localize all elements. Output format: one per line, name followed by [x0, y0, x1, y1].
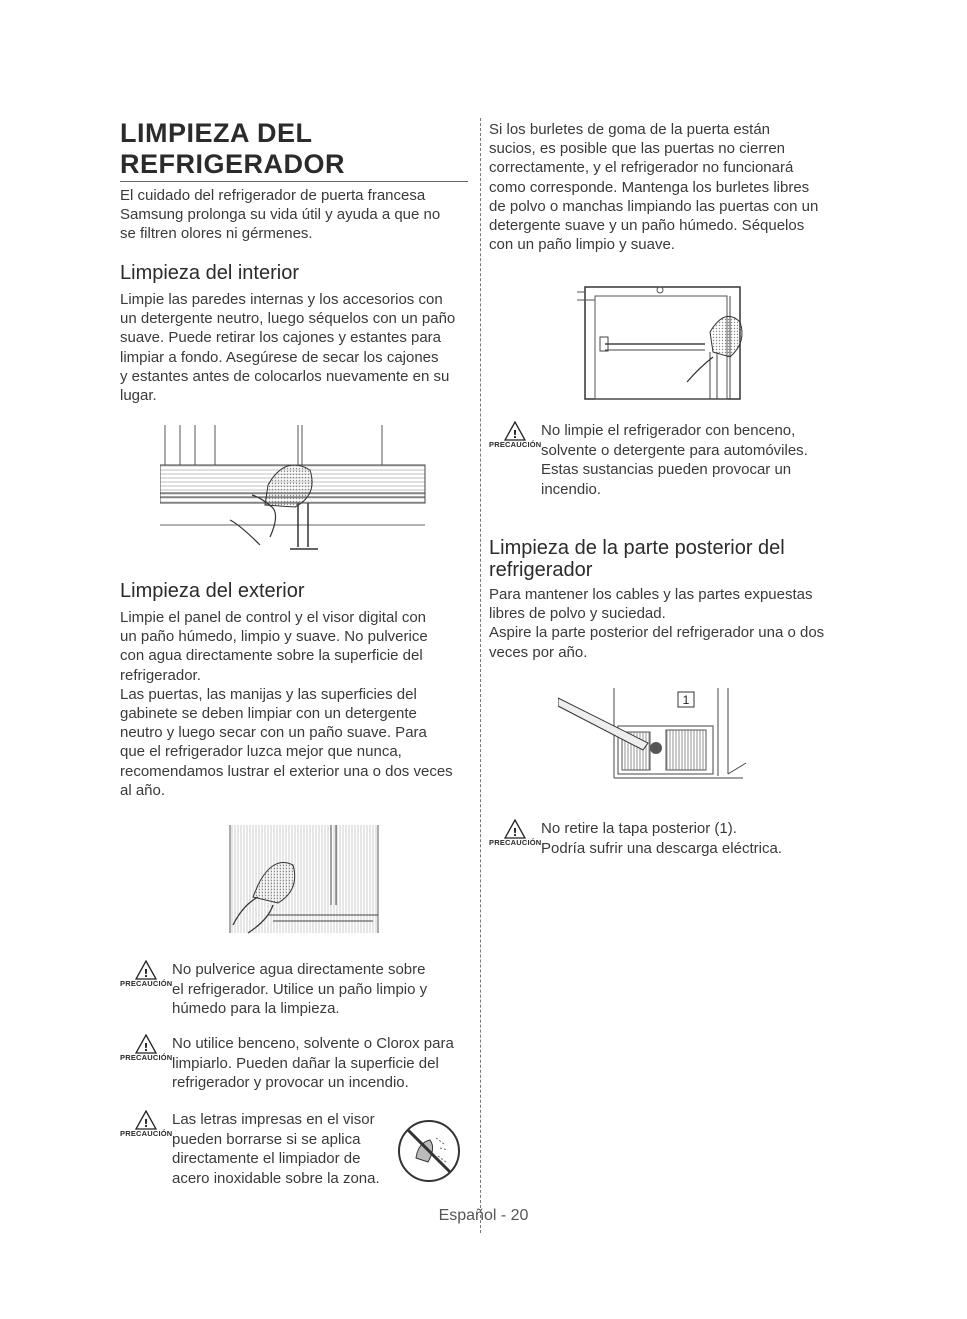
page-footer: Español - 20	[438, 1207, 529, 1224]
warning-triangle-icon	[504, 819, 526, 839]
interior-heading: Limpieza del interior	[120, 262, 299, 284]
page-title-line1: LIMPIEZA DEL	[120, 118, 313, 148]
caution-label: PRECAUCIÓN	[489, 440, 542, 449]
caution-icon-wrap	[489, 819, 541, 847]
page-title	[120, 118, 465, 180]
svg-text:!: !	[512, 428, 518, 441]
caution-icon-wrap	[120, 960, 172, 988]
interior-cleaning-illustration	[160, 425, 430, 555]
rear-vacuum-illustration	[558, 688, 748, 783]
svg-text:!: !	[143, 1041, 149, 1054]
exterior-heading: Limpieza del exterior	[120, 580, 305, 602]
caution-label: PRECAUCIÓN	[120, 1129, 173, 1138]
warning-triangle-icon	[135, 1110, 157, 1130]
exterior-cleaning-illustration	[228, 825, 383, 935]
rear-heading: Limpieza de la parte posterior del refrigerador	[489, 537, 785, 581]
gaskets-text: Si los burletes de goma de la puerta están sucios, es posible que las puertas no cierren correctamente, y el refrigerador no funcionará como corresponde. Mantenga los burletes libres de polvo o manchas limpiando las puertas con un detergente suave y un paño húmedo. Séquelos con un paño limpio y suave.	[489, 121, 819, 254]
caution-icon-wrap	[489, 421, 541, 449]
rear-text: Para mantener los cables y las partes expuestas libres de polvo y suciedad. Aspire la parte posterior del refrigerador una o dos veces por año.	[489, 586, 825, 661]
caution-label: PRECAUCIÓN	[120, 979, 173, 988]
door-gasket-cleaning-illustration	[565, 282, 750, 402]
caution-label: PRECAUCIÓN	[120, 1053, 173, 1062]
svg-text:!: !	[143, 967, 149, 980]
caution-text: No limpie el refrigerador con benceno, solvente o detergente para automóviles. Estas sustancias pueden provocar un incendio.	[541, 422, 808, 498]
caution-text: No pulverice agua directamente sobre el refrigerador. Utilice un paño limpio y húmedo para la limpieza.	[172, 961, 428, 1017]
exterior-text: Limpie el panel de control y el visor digital con un paño húmedo, limpio y suave. No pulverice con agua directamente sobre la superficie del refrigerador. Las puertas, las manijas y las superficies del gabinete se deben limpiar con un detergente neutro y luego secar con un paño suave. Para que el refrigerador luzca mejor que nunca, recomendamos lustrar el exterior una o dos veces al año.	[120, 609, 453, 799]
caution-icon-wrap	[120, 1110, 172, 1138]
title-rule	[120, 181, 468, 182]
warning-triangle-icon	[135, 1034, 157, 1054]
column-divider	[480, 118, 481, 1233]
caution-icon-wrap	[120, 1034, 172, 1062]
no-spray-prohibition-icon	[396, 1118, 462, 1184]
caution-text: Las letras impresas en el visor pueden borrarse si se aplica directamente el limpiador de acero inoxidable sobre la zona.	[172, 1111, 380, 1187]
rear-cover-callout: 1	[682, 693, 690, 707]
interior-text: Limpie las paredes internas y los accesorios con un detergente neutro, luego séquelos con un paño suave. Puede retirar los cajones y estantes para limpiar a fondo. Asegúrese de secar los cajones y estantes antes de colocarlos nuevamente en su lugar.	[120, 291, 456, 405]
svg-text:!: !	[512, 826, 518, 839]
caution-label: PRECAUCIÓN	[489, 838, 542, 847]
caution-text: No utilice benceno, solvente o Clorox para limpiarlo. Pueden dañar la superficie del refrigerador y provocar un incendio.	[172, 1035, 454, 1091]
page-title-line2: REFRIGERADOR	[120, 149, 346, 179]
warning-triangle-icon	[504, 421, 526, 441]
svg-text:!: !	[143, 1117, 149, 1130]
warning-triangle-icon	[135, 960, 157, 980]
intro-text: El cuidado del refrigerador de puerta francesa Samsung prolonga su vida útil y ayuda a que no se filtren olores ni gérmenes.	[120, 187, 441, 243]
caution-text: No retire la tapa posterior (1). Podría sufrir una descarga eléctrica.	[541, 820, 782, 857]
